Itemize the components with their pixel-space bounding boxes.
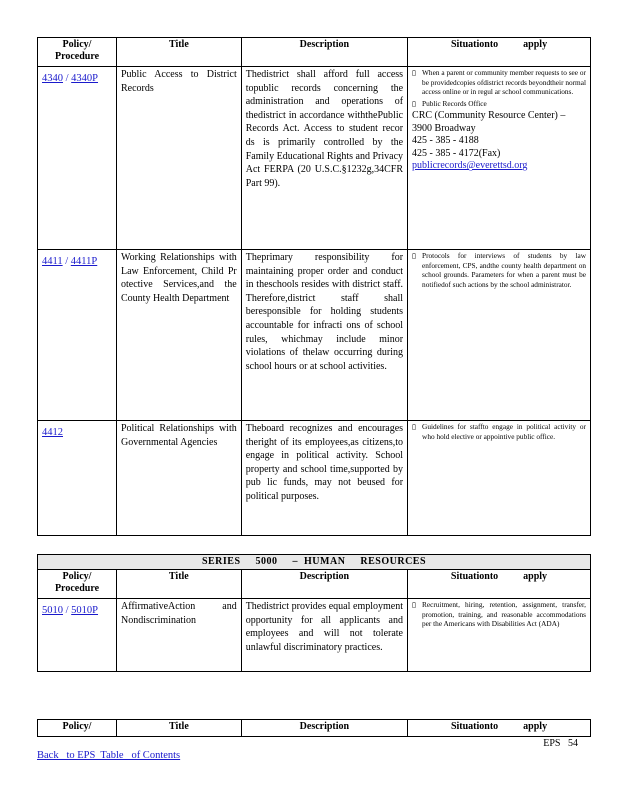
policy-link-5010[interactable]: 5010 bbox=[42, 605, 63, 616]
policy-cell bbox=[38, 250, 117, 421]
policy-table-5000 bbox=[37, 554, 591, 672]
policy-separator: / bbox=[63, 605, 72, 616]
policy-separator: / bbox=[63, 73, 72, 84]
table-row bbox=[38, 67, 591, 250]
title-cell: Working Relationships with Law Enforcement, Child Pr otective Services,and the County Health Department bbox=[117, 250, 242, 421]
header-situation: Situationto apply bbox=[408, 720, 591, 737]
policy-link-4340[interactable]: 4340 bbox=[42, 73, 63, 84]
header-description: Description bbox=[241, 38, 407, 67]
series-heading: SERIES 5000 – HUMAN RESOURCES bbox=[38, 555, 591, 570]
procedure-link-5010p[interactable]: 5010P bbox=[71, 605, 99, 616]
contact-email-link[interactable]: publicrecords@everettsd.org bbox=[412, 160, 528, 172]
header-description: Description bbox=[241, 720, 407, 737]
table-row bbox=[38, 599, 591, 672]
contact-fax: 425 - 385 - 4172(Fax) bbox=[412, 147, 501, 159]
list-item: ▯ Public Records Office bbox=[412, 98, 487, 108]
list-item: ▯ Guidelines for staffto engage in political activity or who hold elective or appointive public office. bbox=[412, 422, 586, 441]
page-number: EPS 54 bbox=[543, 738, 578, 749]
title-cell: Public Access to District Records bbox=[117, 67, 242, 250]
back-to-toc-link[interactable]: Back to EPS Table of Contents bbox=[37, 750, 181, 761]
procedure-link-4340p[interactable]: 4340P bbox=[71, 73, 99, 84]
table-row bbox=[38, 421, 591, 536]
description-cell: Thedistrict provides equal employment opportunity for all applicants and employees and will not tolerate unlawful discriminatory practices. bbox=[241, 599, 407, 672]
table-header-row bbox=[38, 38, 591, 67]
title-cell: AffirmativeAction and Nondiscrimination bbox=[116, 599, 241, 672]
description-cell: Theboard recognizes and encourages theright of its employees,as citizens,to engage in political activity. School property and school time,supported by pub lic funds, may not beused for political purposes. bbox=[241, 421, 407, 536]
continuation-header bbox=[37, 719, 591, 737]
title-cell: Political Relationships with Governmental Agencies bbox=[117, 421, 242, 536]
description-cell: Theprimary responsibility for maintaining proper order and conduct in theschools resides with district staff. Therefore,district staff shall beresponsible for holding students accountable for infracti ons of school rules, whichmay include minor violations of thelaw occurring during school hours or at school activities. bbox=[241, 250, 407, 421]
table-row bbox=[38, 250, 591, 421]
header-description: Description bbox=[241, 570, 407, 599]
policy-cell bbox=[38, 599, 117, 672]
situation-cell bbox=[408, 599, 591, 672]
contact-address: CRC (Community Resource Center) – 3900 Broadway bbox=[412, 110, 566, 134]
situation-cell bbox=[408, 67, 591, 250]
header-title: Title bbox=[116, 570, 241, 599]
contact-phone: 425 - 385 - 4188 bbox=[412, 135, 479, 147]
policy-cell bbox=[38, 421, 117, 536]
situation-cell bbox=[408, 250, 591, 421]
policy-link-4411[interactable]: 4411 bbox=[42, 256, 63, 267]
description-cell: Thedistrict shall afford full access topublic records concerning the administration and operations of thedistrict in accordance withthePublic Records Act. Access to student recor ds is primarily controlled by the Family Educational Rights and Privacy Act FERPA (20 U.S.C.§1232g,34CFR Part 99). bbox=[241, 67, 407, 250]
list-item: ▯ When a parent or community member requests to see or be providedcopies ofdistrict records beyondtheir normal access online or in regul ar school communications. bbox=[412, 68, 586, 97]
bullet-icon: ▯ bbox=[412, 422, 417, 431]
header-title: Title bbox=[117, 38, 242, 67]
list-item: ▯ Recruitment, hiring, retention, assignment, transfer, promotion, training, and reasonable accommodations per the Americans with Disabilities Act (ADA) bbox=[412, 600, 586, 629]
bullet-icon: ▯ bbox=[412, 251, 417, 260]
bullet-icon: ▯ bbox=[412, 68, 417, 77]
policy-cell bbox=[38, 67, 117, 250]
list-item: ▯ Protocols for interviews of students by law enforcement, CPS, andthe county health department on school grounds. Parameters for when a parent must be notifiedof such actions by the school administrator. bbox=[412, 251, 586, 289]
header-policy: Policy/ Procedure bbox=[38, 38, 117, 67]
header-situation: Situationto apply bbox=[408, 570, 591, 599]
bullet-icon: ▯ bbox=[412, 98, 417, 108]
policy-separator: / bbox=[62, 256, 71, 267]
header-title: Title bbox=[117, 720, 242, 737]
situation-cell bbox=[408, 421, 591, 536]
table-header-row bbox=[38, 570, 591, 599]
contact-info bbox=[412, 110, 586, 173]
series-heading-row bbox=[38, 555, 591, 570]
table-header-row bbox=[38, 720, 591, 737]
header-policy: Policy/ bbox=[38, 720, 117, 737]
policy-table-4000 bbox=[37, 37, 591, 536]
procedure-link-4411p[interactable]: 4411P bbox=[70, 256, 98, 267]
header-situation: Situationto apply bbox=[408, 38, 591, 67]
policy-link-4412[interactable]: 4412 bbox=[42, 427, 63, 438]
bullet-icon: ▯ bbox=[412, 600, 417, 609]
header-policy: Policy/ Procedure bbox=[38, 570, 117, 599]
